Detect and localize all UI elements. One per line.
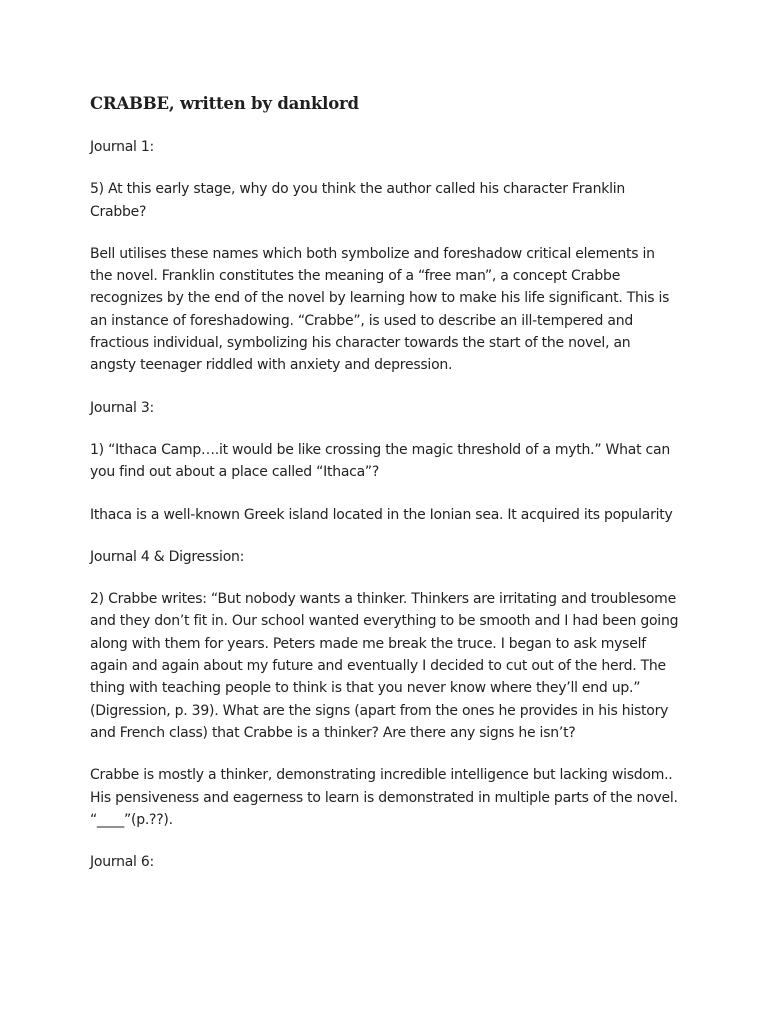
document-page (90, 92, 680, 893)
heading-journal-3: Journal 3: (90, 399, 154, 416)
document-title: CRABBE, written by danklord (90, 94, 359, 113)
heading-journal-4-digression: Journal 4 & Digression: (90, 548, 245, 565)
answer-journal-1: Bell utilises these names which both symbolize and foreshadow critical elements in the novel. Franklin constitutes the meaning of a “free man”, a concept Crabbe recognizes by the end of the novel by learning how to make his life significant. This is an instance of foreshadowing. “Crabbe”, is used to describe an ill-tempered and fractious individual, symbolizing his character towards the start of the novel, an angsty teenager riddled with anxiety and depression. (90, 245, 670, 374)
heading-journal-1: Journal 1: (90, 139, 154, 155)
question-journal-4: 2) Crabbe writes: “But nobody wants a thinker. Thinkers are irritating and troublesome and they don’t fit in. Our school wanted everything to be smooth and I had been going along with them for years. Peters made me break the truce. I began to ask myself again and again about my future and eventually I decided to cut out of the herd. The thing with teaching people to think is that you never know where they’ll end up.” (Digression, p. 39). What are the signs (apart from the ones he provides in his history and French class) that Crabbe is a thinker? Are there any signs he isn’t? (90, 591, 679, 741)
answer-journal-4: Crabbe is mostly a thinker, demonstrating incredible intelligence but lacking wisdom.. His pensiveness and eagerness to learn is demonstrated in multiple parts of the novel. “____”(p.??). (90, 767, 678, 828)
answer-journal-3: Ithaca is a well-known Greek island located in the Ionian sea. It acquired its popularity (90, 506, 673, 523)
heading-journal-6: Journal 6: (90, 854, 154, 871)
question-journal-1: 5) At this early stage, why do you think the author called his character Franklin Crabbe? (90, 181, 626, 220)
question-journal-3: 1) “Ithaca Camp….it would be like crossing the magic threshold of a myth.” What can you find out about a place called “Ithaca”? (90, 441, 670, 481)
